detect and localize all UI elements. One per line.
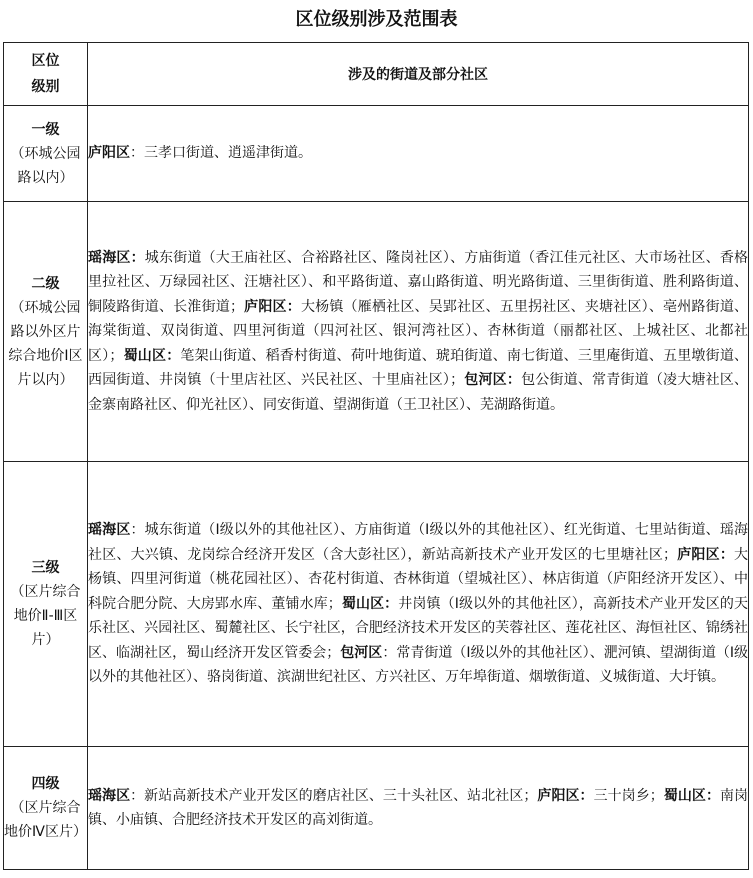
table-header-row bbox=[4, 43, 749, 106]
level-description: （区片综合地价Ⅳ区片） bbox=[4, 800, 87, 840]
scope-table bbox=[3, 42, 749, 870]
table-row bbox=[4, 462, 749, 747]
level-description: （区片综合地价Ⅱ-Ⅲ区片） bbox=[10, 584, 81, 648]
district-scope-text: ：三孝口街道、逍遥津街道。 bbox=[130, 145, 312, 162]
district-scope-text: ：常青街道（Ⅰ级以外的其他社区）、淝河镇、望湖街道（Ⅰ级以外的其他社区）、骆岗街道、滨湖世纪社区、方兴社区、万年埠街道、烟墩街道、义城街道、大圩镇。 bbox=[88, 644, 748, 686]
district-name: 蜀山区： bbox=[341, 595, 399, 612]
district-name: 庐阳区 bbox=[88, 145, 130, 162]
district-scope-text: 井岗镇（Ⅰ级以外的其他社区），高新技术产业开发区的天乐社区、兴园社区、蜀麓社区、长宁社区，合肥经济技术开发区的芙蓉社区、莲花社区、海恒社区、锦绣社区、临湖社区，蜀山经济开发区管委会； bbox=[88, 595, 749, 661]
district-scope-text: 大杨镇、四里河街道（桃花园社区）、杏花村街道、杏林街道（望城社区）、林店街道（庐阳经济开发区）、中科院合肥分院、大房郢水库、董铺水库； bbox=[88, 546, 749, 612]
district-name: 庐阳区： bbox=[243, 298, 301, 315]
level-cell bbox=[4, 747, 88, 870]
district-name: 庐阳区： bbox=[677, 546, 735, 563]
scope-cell bbox=[88, 462, 749, 747]
district-scope-text: ：城东街道（Ⅰ级以外的其他社区）、方庙街道（Ⅰ级以外的其他社区）、红光街道、七里站街道、瑶海社区、大兴镇、龙岗综合经济开发区（含大彭社区），新站高新技术产业开发区的七里塘社区； bbox=[88, 522, 748, 563]
level-column-header-line2: 级别 bbox=[31, 79, 60, 95]
district-scope-text: 包公街道、常青街道（凌大塘社区、金寨南路社区、仰光社区）、同安街道、望湖街道（王卫社区）、芜湖路街道。 bbox=[88, 372, 749, 413]
district-scope-text: 南岗镇、小庙镇、合肥经济技术开发区的高刘街道。 bbox=[88, 787, 749, 828]
scope-cell bbox=[88, 202, 749, 462]
level-column-header-line1: 区位 bbox=[31, 53, 60, 69]
scope-column-header: 涉及的街道及部分社区 bbox=[88, 43, 749, 106]
scope-cell bbox=[88, 106, 749, 202]
table-title: 区位级别涉及范围表 bbox=[295, 9, 458, 30]
level-cell bbox=[4, 462, 88, 747]
level-cell bbox=[4, 106, 88, 202]
level-name: 四级 bbox=[31, 776, 60, 792]
level-cell bbox=[4, 202, 88, 462]
district-scope-text: 城东街道（大王庙社区、合裕路社区、隆岗社区）、方庙街道（香江佳元社区、大市场社区、香格里拉社区、万绿园社区、汪塘社区）、和平路街道、嘉山路街道、明光路街道、三里街街道、胜利路街道、铜陵路街道、长淮街道； bbox=[88, 249, 749, 315]
table-row bbox=[4, 202, 749, 462]
district-name: 包河区： bbox=[464, 372, 522, 389]
district-scope-text: 大杨镇（雁栖社区、吴郢社区、五里拐社区、夹塘社区）、亳州路街道、海棠街道、双岗街道、四里河街道（四河社区、银河湾社区）、杏林街道（丽都社区、上城社区、北都社区）； bbox=[88, 298, 749, 364]
district-name: 瑶海区： bbox=[88, 249, 145, 266]
district-name: 瑶海区 bbox=[88, 787, 131, 804]
district-name: 蜀山区： bbox=[663, 787, 720, 804]
level-name: 一级 bbox=[31, 121, 60, 138]
scope-cell bbox=[88, 747, 749, 870]
level-description: （环城公园路以外区片综合地价Ⅰ区片以内） bbox=[8, 299, 83, 388]
district-scope-text: 三十岗乡； bbox=[593, 787, 664, 804]
table-row bbox=[4, 106, 749, 202]
district-scope-text: 笔架山街道、稻香村街道、荷叶地街道、琥珀街道、南七街道、三里庵街道、五里墩街道、西园街道、井岗镇（十里店社区、兴民社区、十里庙社区）； bbox=[88, 347, 749, 389]
district-name: 庐阳区： bbox=[537, 787, 594, 804]
level-column-header bbox=[4, 43, 88, 106]
district-name: 包河区 bbox=[340, 644, 383, 661]
district-scope-text: ：新站高新技术产业开发区的磨店社区、三十头社区、站北社区； bbox=[130, 787, 538, 804]
district-name: 瑶海区 bbox=[88, 522, 131, 539]
level-name: 二级 bbox=[31, 275, 60, 292]
level-name: 三级 bbox=[31, 560, 60, 576]
table-row bbox=[4, 747, 749, 870]
district-name: 蜀山区： bbox=[123, 347, 181, 364]
level-description: （环城公园路以内） bbox=[10, 145, 81, 186]
